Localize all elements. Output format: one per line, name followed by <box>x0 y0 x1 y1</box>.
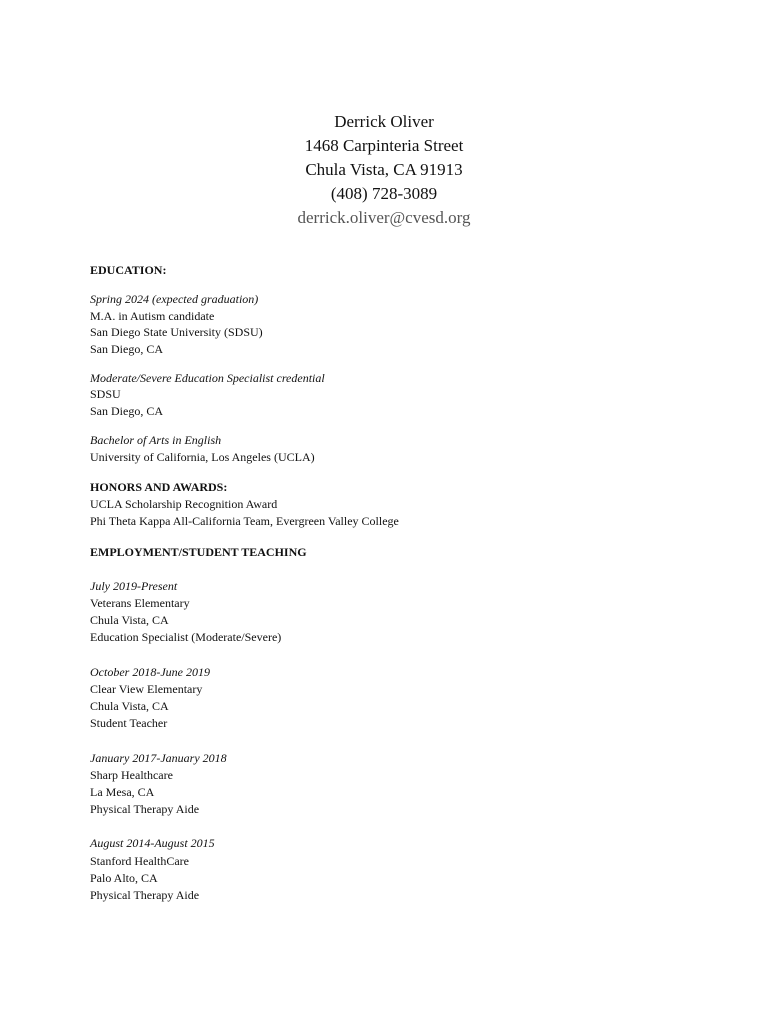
education-entry-line: SDSU <box>90 387 121 402</box>
honors-heading: HONORS AND AWARDS: <box>90 480 228 495</box>
education-entry-line: San Diego, CA <box>90 403 163 418</box>
job-role: Education Specialist (Moderate/Severe) <box>90 630 282 645</box>
education-entry-line: M.A. in Autism candidate <box>90 308 215 323</box>
honors-list <box>90 496 710 530</box>
job-location: La Mesa, CA <box>90 784 155 799</box>
city-state-zip: Chula Vista, CA 91913 <box>305 160 463 179</box>
job-employer: Clear View Elementary <box>90 681 203 696</box>
job-employer: Sharp Healthcare <box>90 767 173 782</box>
honor-item: UCLA Scholarship Recognition Award <box>90 497 278 512</box>
job-dates: July 2019-Present <box>90 578 178 593</box>
email-address[interactable]: derrick.oliver@cvesd.org <box>297 208 471 227</box>
job-role: Physical Therapy Aide <box>90 802 200 817</box>
job-dates: August 2014-August 2015 <box>90 836 215 851</box>
employment-heading: EMPLOYMENT/STUDENT TEACHING <box>90 545 307 560</box>
job-employer: Stanford HealthCare <box>90 853 189 868</box>
street-address: 1468 Carpinteria Street <box>304 136 464 155</box>
job-location: Chula Vista, CA <box>90 699 169 714</box>
job-entry <box>90 750 710 819</box>
resume-body <box>90 262 710 921</box>
job-role: Physical Therapy Aide <box>90 887 200 902</box>
education-entry <box>90 291 710 357</box>
honor-item: Phi Theta Kappa All-California Team, Evergreen Valley College <box>90 514 399 529</box>
job-dates: January 2017-January 2018 <box>90 750 227 765</box>
phone-number: (408) 728-3089 <box>330 184 438 203</box>
education-entry-line: University of California, Los Angeles (UCLA) <box>90 449 315 464</box>
job-entry <box>90 664 710 733</box>
education-entry-title: Moderate/Severe Education Specialist credential <box>90 371 325 386</box>
job-dates: October 2018-June 2019 <box>90 664 210 679</box>
education-entry-title: Bachelor of Arts in English <box>90 433 222 448</box>
job-entry <box>90 835 710 904</box>
education-entry-line: San Diego, CA <box>90 341 163 356</box>
education-entry-title: Spring 2024 (expected graduation) <box>90 292 259 307</box>
job-location: Palo Alto, CA <box>90 870 158 885</box>
education-entry <box>90 370 710 419</box>
education-entry <box>90 432 710 465</box>
job-role: Student Teacher <box>90 716 168 731</box>
education-entry-line: San Diego State University (SDSU) <box>90 325 263 340</box>
applicant-name: Derrick Oliver <box>334 112 434 131</box>
education-heading: EDUCATION: <box>90 263 167 277</box>
job-entry <box>90 578 710 647</box>
job-employer: Veterans Elementary <box>90 596 190 611</box>
resume-header <box>0 110 768 230</box>
job-location: Chula Vista, CA <box>90 613 169 628</box>
